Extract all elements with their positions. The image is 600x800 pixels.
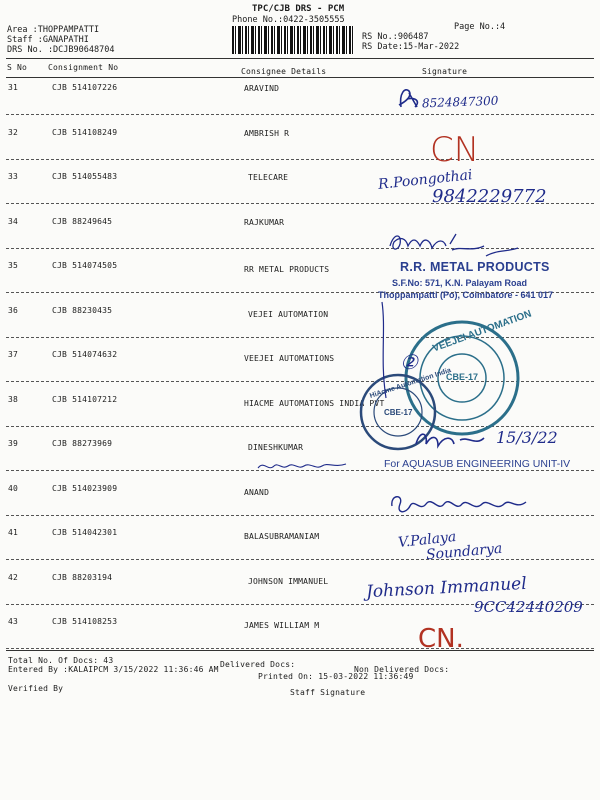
signature-row-40: [386, 490, 536, 520]
delivered-docs: Delivered Docs:: [220, 660, 296, 669]
stamp-veejei-text: VEEJEI AUTOMATION: [431, 308, 534, 355]
pen-stroke: [376, 300, 396, 400]
entered-by: Entered By :KALAIPCM 3/15/2022 11:36:46 AM: [8, 665, 219, 674]
row-consignment-no: CJB 88249645: [52, 216, 113, 226]
handwritten-name-41a: V.Palaya: [397, 528, 458, 552]
row-consignment-no: CJB 514042301: [52, 528, 118, 537]
row-consignment-no: CJB 514074632: [52, 350, 118, 359]
column-header-sno: S No: [7, 63, 28, 72]
row-consignment-no: CJB 88203194: [52, 572, 113, 582]
handwritten-phone-31: 8524847300: [421, 93, 499, 111]
row-consignment-no: CJB 514108249: [52, 127, 118, 137]
staff-signature: Staff Signature: [290, 688, 366, 697]
header-bottom-rule: [6, 77, 594, 78]
row-consignee: AMBRISH R: [244, 128, 290, 138]
row-consignment-no: CJB 514023909: [52, 483, 118, 493]
phone-number: Phone No.:0422-3505555: [232, 15, 345, 25]
row-sno: 33: [8, 172, 19, 181]
stamp-hiacme-city: CBE-17: [384, 408, 413, 417]
staff-label: Staff :GANAPATHI: [7, 35, 89, 45]
row-sno: 38: [8, 394, 19, 404]
barcode: [232, 26, 354, 54]
row-sno: 35: [8, 261, 19, 270]
row-consignment-no: CJB 514108253: [52, 617, 118, 626]
row-consignment-no: CJB 514055483: [52, 172, 118, 181]
row-consignee: ANAND: [244, 487, 270, 497]
row-consignee: BALASUBRAMANIAM: [244, 532, 320, 541]
handwritten-cn-32: CN: [430, 130, 480, 170]
row-consignee: JOHNSON IMMANUEL: [248, 576, 329, 586]
rs-number: RS No.:906487: [362, 32, 429, 42]
handwritten-date-39: 15/3/22: [496, 428, 558, 447]
printed-on: Printed On: 15-03-2022 11:36:49: [258, 672, 414, 681]
total-docs: Total No. Of Docs: 43: [8, 656, 114, 665]
stamp-rr-metal-name: R.R. METAL PRODUCTS: [400, 260, 550, 274]
drs-number: DRS No. :DCJB90648704: [7, 45, 115, 55]
row-consignee: HIACME AUTOMATIONS INDIA PVT: [244, 398, 385, 408]
row-sno: 37: [8, 350, 19, 359]
row-sno: 41: [8, 528, 19, 537]
row-consignment-no: CJB 514074505: [52, 261, 118, 270]
handwritten-phone-33: 9842229772: [432, 186, 547, 207]
handwritten-name-33: R.Poongothai: [377, 167, 474, 193]
stamp-rr-metal-address1: S.F.No: 571, K.N. Palayam Road: [392, 278, 528, 288]
signature-row-34: [386, 226, 526, 260]
non-delivered-docs: Non Delivered Docs:: [354, 665, 450, 674]
row-consignment-no: CJB 514107226: [52, 83, 118, 92]
row-consignment-no: CJB 88273969: [52, 439, 113, 448]
column-header-consignee: Consignee Details: [241, 67, 327, 76]
row-sno: 34: [8, 216, 19, 226]
row-sno: 40: [8, 483, 19, 493]
row-consignee: ARAVIND: [244, 84, 280, 93]
rs-date: RS Date:15-Mar-2022: [362, 42, 460, 52]
row-sno: 32: [8, 127, 19, 137]
area-label: Area :THOPPAMPATTI: [7, 25, 100, 35]
handwritten-phone-42: 9CC42440209: [474, 598, 583, 616]
row-sno: 36: [8, 305, 19, 315]
row-consignee: VEJEI AUTOMATION: [248, 309, 329, 319]
footer-rule: [6, 650, 594, 651]
row-consignee: VEEJEI AUTOMATIONS: [244, 354, 335, 363]
row-consignee: JAMES WILLIAM M: [244, 621, 320, 630]
row-separator: [6, 559, 594, 560]
row-consignee: DINESHKUMAR: [248, 443, 304, 452]
stamp-veejei-city: CBE-17: [446, 372, 479, 382]
row-sno: 43: [8, 617, 19, 626]
column-header-consignment: Consignment No: [48, 63, 119, 72]
handwritten-name-41b: Soundarya: [425, 540, 503, 564]
row-consignee: TELECARE: [248, 173, 289, 182]
row-separator: [6, 159, 594, 160]
handwritten-tick-37: ②: [400, 350, 418, 374]
document-title: TPC/CJB DRS - PCM: [252, 4, 345, 14]
row-sno: 31: [8, 83, 19, 92]
header-top-rule: [6, 58, 594, 59]
signature-row-39-left: [254, 456, 354, 476]
handwritten-name-42: Johnson Immanuel: [365, 573, 528, 603]
stamp-aquasub: For AQUASUB ENGINEERING UNIT-IV: [384, 458, 571, 470]
row-consignment-no: CJB 514107212: [52, 394, 118, 404]
row-consignment-no: CJB 88230435: [52, 305, 113, 315]
column-header-signature: Signature: [422, 67, 468, 76]
row-separator: [6, 648, 594, 649]
stamp-rr-metal-address2: Thoppampatti (Po), Coimbatore - 641 017: [378, 290, 554, 300]
handwritten-cn-43: CN.: [418, 624, 464, 654]
page-number: Page No.:4: [454, 22, 506, 32]
row-sno: 39: [8, 439, 19, 448]
stamp-hiacme-text: HiAcme Automation India: [368, 367, 452, 400]
row-consignee: RAJKUMAR: [244, 217, 285, 227]
row-sno: 42: [8, 572, 19, 582]
row-consignee: RR METAL PRODUCTS: [244, 265, 330, 274]
verified-by: Verified By: [8, 684, 64, 693]
